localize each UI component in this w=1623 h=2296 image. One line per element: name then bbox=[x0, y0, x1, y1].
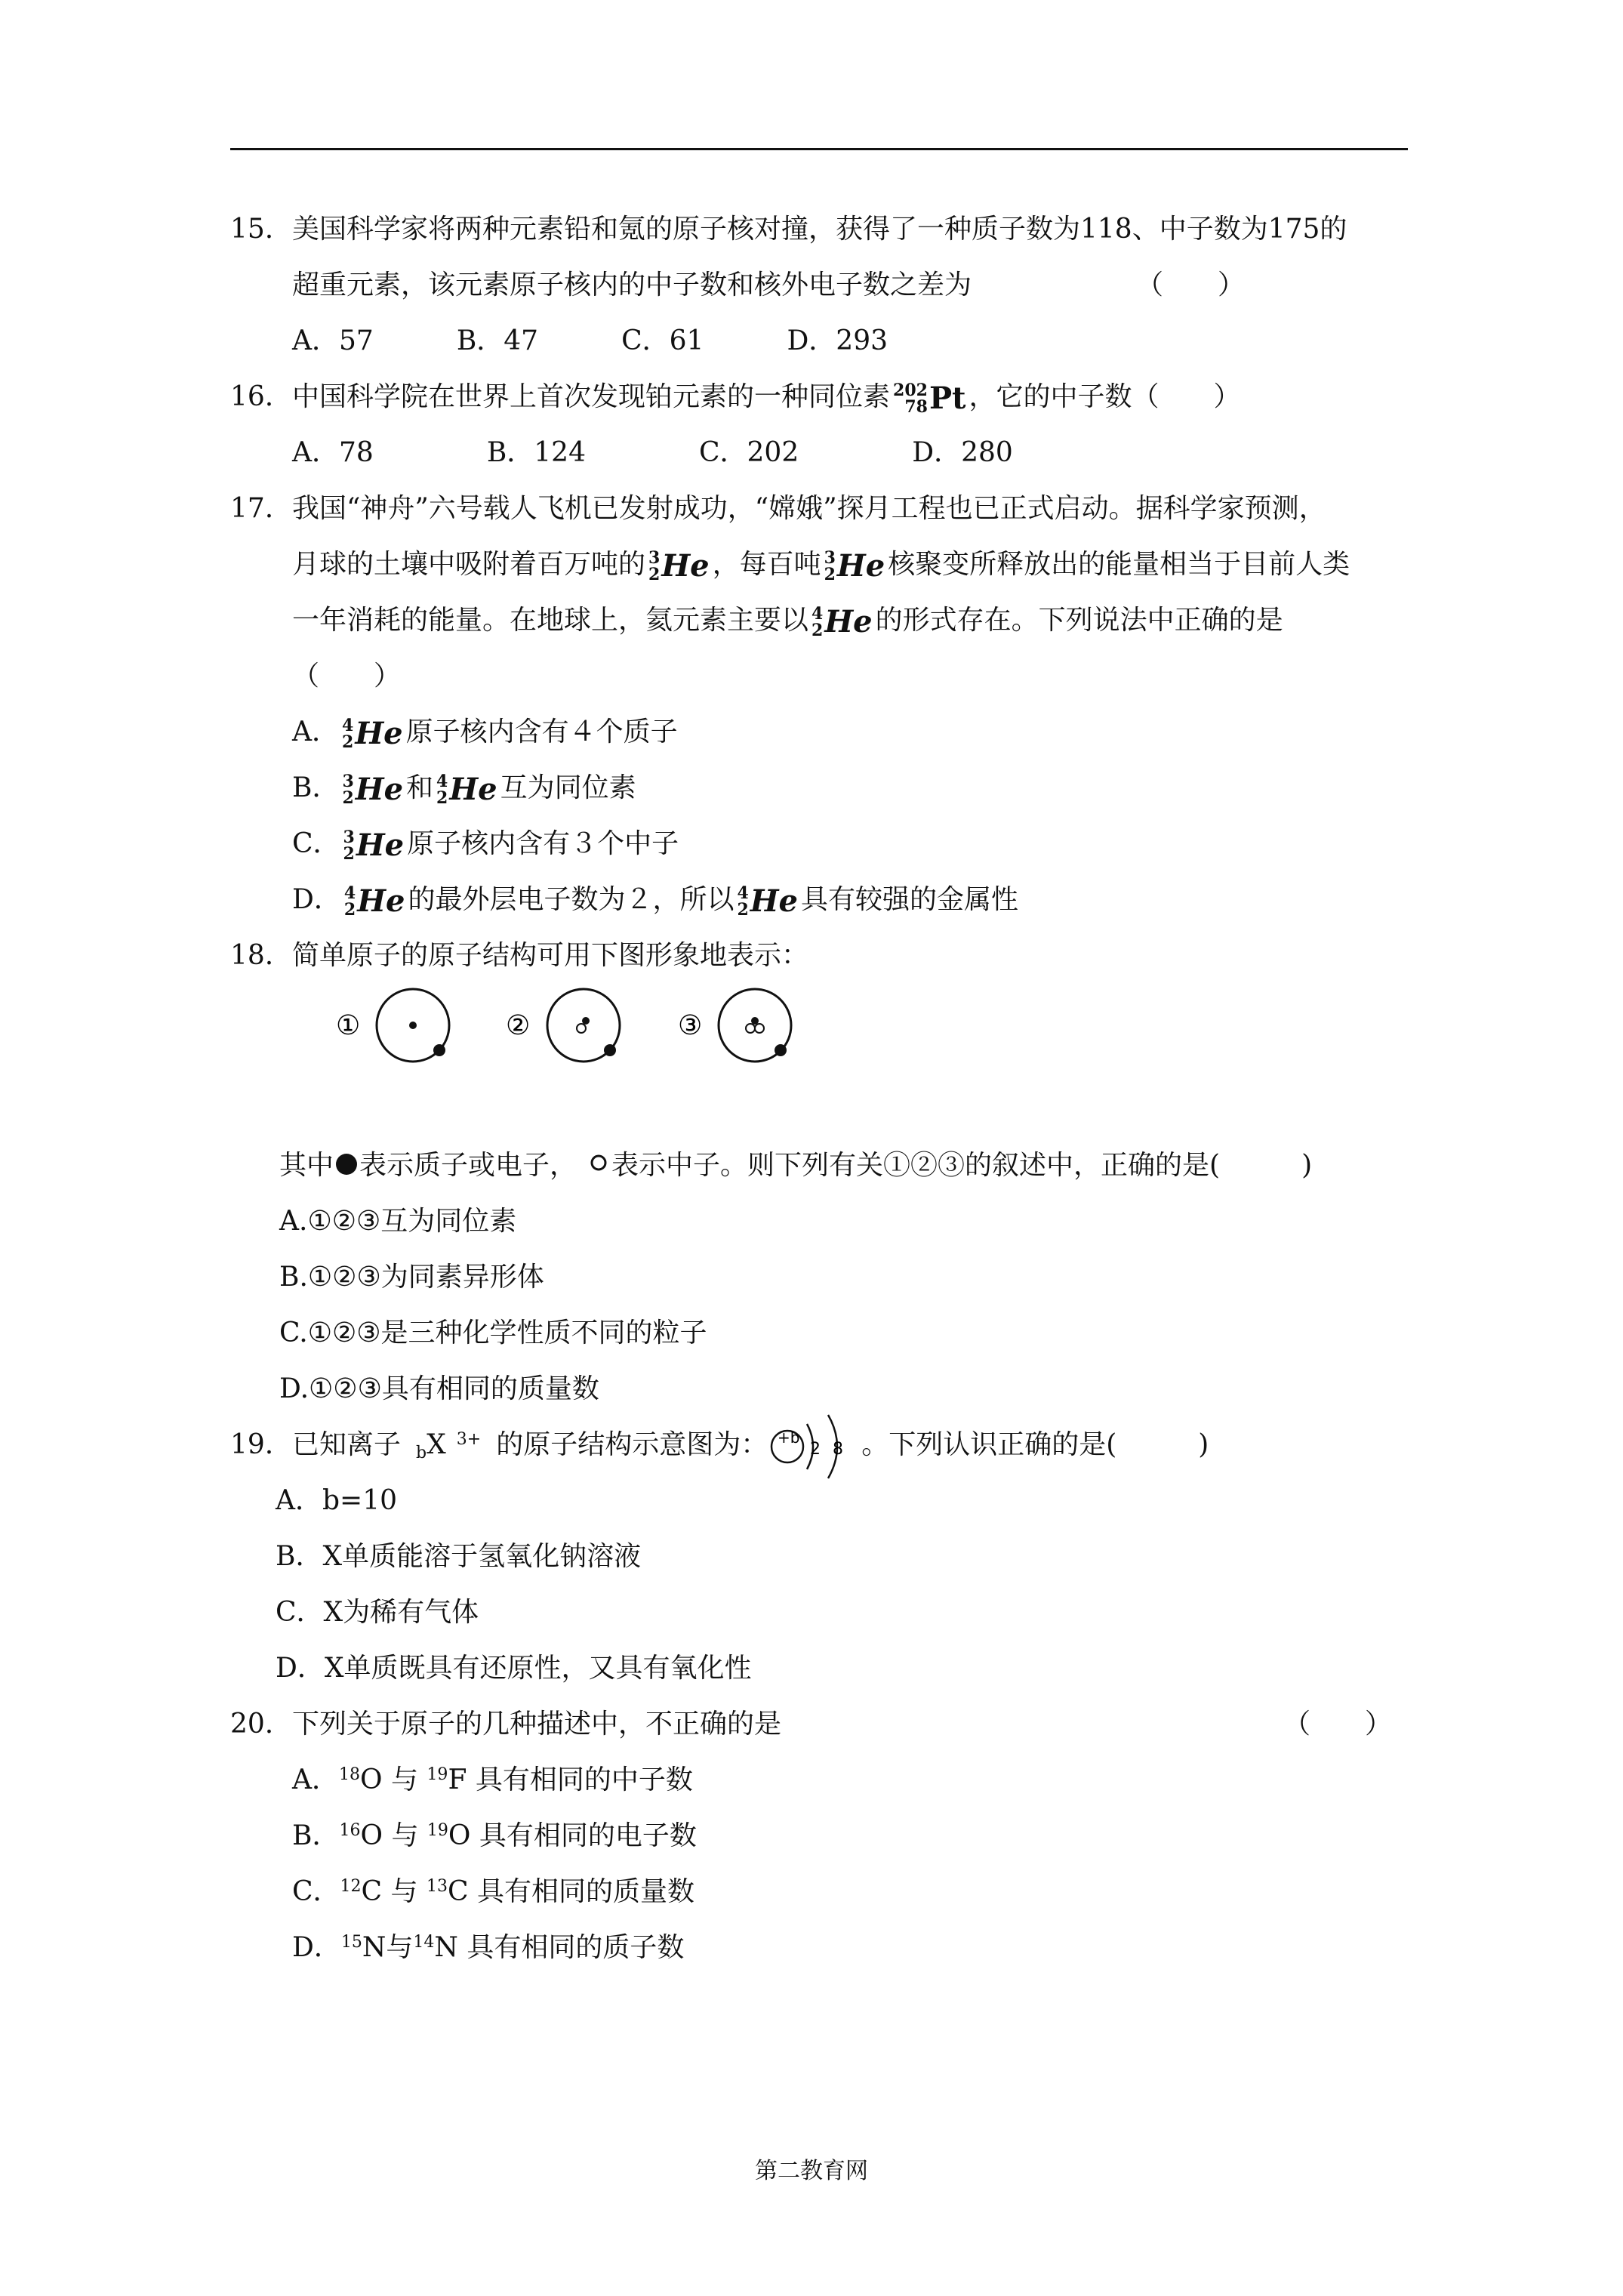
q20-option-c[interactable]: C．$^{12}$C 与 $^{13}$C 具有相同的质量数 bbox=[292, 1876, 695, 1907]
he3-symbol: 3 2 He bbox=[342, 772, 404, 808]
q19-option-b[interactable]: B．X单质能溶于氢氧化钠溶液 bbox=[276, 1541, 642, 1572]
hollow-circle-icon bbox=[586, 1151, 611, 1177]
q16-option-d[interactable]: D．280 bbox=[912, 437, 1013, 468]
q15-answer-paren: （ ） bbox=[1136, 270, 1246, 300]
shell-2-count: 8 bbox=[833, 1440, 844, 1459]
q18-option-b[interactable]: B.①②③为同素异形体 bbox=[279, 1262, 544, 1293]
atom-label-2: ② bbox=[506, 1010, 531, 1041]
atom-label-3: ③ bbox=[678, 1010, 703, 1041]
he3-symbol: 3 2 He bbox=[648, 548, 710, 584]
q17-option-a[interactable]: A． 4 2 He 原子核内含有４个质子 bbox=[292, 716, 678, 752]
neutron-circle bbox=[577, 1024, 586, 1033]
q16-options bbox=[292, 436, 1126, 470]
q17-option-b[interactable]: B． 3 2 He 和 4 2 He 互为同位素 bbox=[292, 772, 636, 808]
q16-option-a[interactable]: A．78 bbox=[292, 437, 374, 468]
neutron-circle bbox=[755, 1024, 764, 1033]
q18-option-d[interactable]: D.①②③具有相同的质量数 bbox=[279, 1373, 599, 1404]
q15-option-b[interactable]: B．47 bbox=[456, 325, 539, 356]
q15-option-a[interactable]: A．57 bbox=[292, 325, 374, 356]
q20-answer-paren: （ ） bbox=[1283, 1709, 1393, 1740]
electron-dot bbox=[604, 1044, 616, 1056]
q15-options bbox=[292, 325, 971, 358]
q19-option-c[interactable]: C．X为稀有气体 bbox=[276, 1597, 479, 1628]
atom-diagram-3 bbox=[678, 989, 791, 1062]
q17-line3: 一年消耗的能量。在地球上，氦元素主要以 4 2 He 的形式存在。下列说法中正确的是 bbox=[292, 604, 1283, 640]
he4-symbol: 4 2 He bbox=[812, 604, 873, 640]
q16-option-b[interactable]: B．124 bbox=[486, 437, 586, 468]
q15-option-c[interactable]: C．61 bbox=[621, 325, 704, 356]
ion-structure-diagram bbox=[768, 1409, 858, 1484]
atom-diagram-1 bbox=[336, 989, 449, 1062]
filled-dot-icon bbox=[334, 1151, 359, 1177]
q16-option-c[interactable]: C．202 bbox=[698, 437, 799, 468]
proton-dot bbox=[751, 1017, 759, 1025]
q18-option-c[interactable]: C.①②③是三种化学性质不同的粒子 bbox=[279, 1318, 707, 1348]
q19-option-a[interactable]: A．b=10 bbox=[276, 1485, 398, 1516]
q19-option-d[interactable]: D．X单质既具有还原性，又具有氧化性 bbox=[276, 1653, 752, 1684]
q17-option-d[interactable]: D． 4 2 He 的最外层电子数为２，所以 4 2 He 具有较强的金属性 bbox=[292, 883, 1019, 920]
he4-symbol: 4 2 He bbox=[436, 772, 497, 808]
q18-legend: 其中 表示质子或电子， 表示中子。则下列有关①②③的叙述中，正确的是( ) bbox=[279, 1150, 1313, 1181]
q20-option-a[interactable]: A．$^{18}$O 与 $^{19}$F 具有相同的中子数 bbox=[292, 1764, 693, 1795]
q15-line2: 超重元素，该元素原子核内的中子数和核外电子数之差为 bbox=[292, 270, 972, 300]
electron-dot bbox=[433, 1044, 445, 1056]
q16-line1: 16. 中国科学院在世界上首次发现铂元素的一种同位素 202 78 Pt ，它的中子数（ ） bbox=[230, 381, 1241, 417]
q17-line1: 17. 我国“神舟”六号载人飞机已发射成功，“嫦娥”探月工程也已正式启动。据科学家预测， bbox=[230, 493, 1326, 524]
q20-option-b[interactable]: B．$^{16}$O 与 $^{19}$O 具有相同的电子数 bbox=[292, 1820, 697, 1851]
shell-1-count: 2 bbox=[810, 1440, 821, 1459]
q19-stem: 19. 已知离子 $_b$X $^{3+}$ 的原子结构示意图为： +b 2 8 。下列认识正确的是( ) bbox=[230, 1428, 1209, 1462]
q15-option-d[interactable]: D．293 bbox=[787, 325, 888, 356]
he4-symbol: 4 2 He bbox=[737, 883, 799, 920]
q18-option-a[interactable]: A.①②③互为同位素 bbox=[279, 1206, 517, 1237]
q17-line4: （ ） bbox=[292, 661, 402, 692]
q20-option-d[interactable]: D．$^{15}$N与$^{14}$N 具有相同的质子数 bbox=[292, 1932, 685, 1963]
header-rule bbox=[230, 148, 1408, 150]
q15-line1: 15. 美国科学家将两种元素铅和氪的原子核对撞，获得了一种质子数为118、中子数为175的 bbox=[230, 214, 1347, 245]
proton-dot bbox=[582, 1017, 590, 1025]
electron-dot bbox=[775, 1044, 787, 1056]
nucleus-charge: +b bbox=[778, 1428, 800, 1447]
neutron-circle bbox=[746, 1024, 755, 1033]
proton-dot bbox=[409, 1022, 417, 1029]
q18-stem: 18. 简单原子的原子结构可用下图形象地表示： bbox=[230, 940, 809, 971]
q17-option-c[interactable]: C． 3 2 He 原子核内含有３个中子 bbox=[292, 827, 679, 864]
pt-isotope-symbol: 202 78 Pt bbox=[893, 381, 966, 417]
he3-symbol: 3 2 He bbox=[824, 548, 885, 584]
q20-stem: 20. 下列关于原子的几种描述中，不正确的是 bbox=[230, 1709, 782, 1740]
he3-symbol: 3 2 He bbox=[343, 827, 405, 864]
atom-label-1: ① bbox=[336, 1010, 361, 1041]
he4-symbol: 4 2 He bbox=[342, 716, 403, 752]
page-footer: 第二教育网 bbox=[755, 2158, 868, 2184]
atom-structure-diagrams bbox=[325, 982, 808, 1072]
atom-diagram-2 bbox=[506, 989, 620, 1062]
q17-line2: 月球的土壤中吸附着百万吨的 3 2 He ，每百吨 3 2 He 核聚变所释放出的能量相当于目前人类 bbox=[292, 548, 1350, 584]
he4-symbol: 4 2 He bbox=[343, 883, 405, 920]
